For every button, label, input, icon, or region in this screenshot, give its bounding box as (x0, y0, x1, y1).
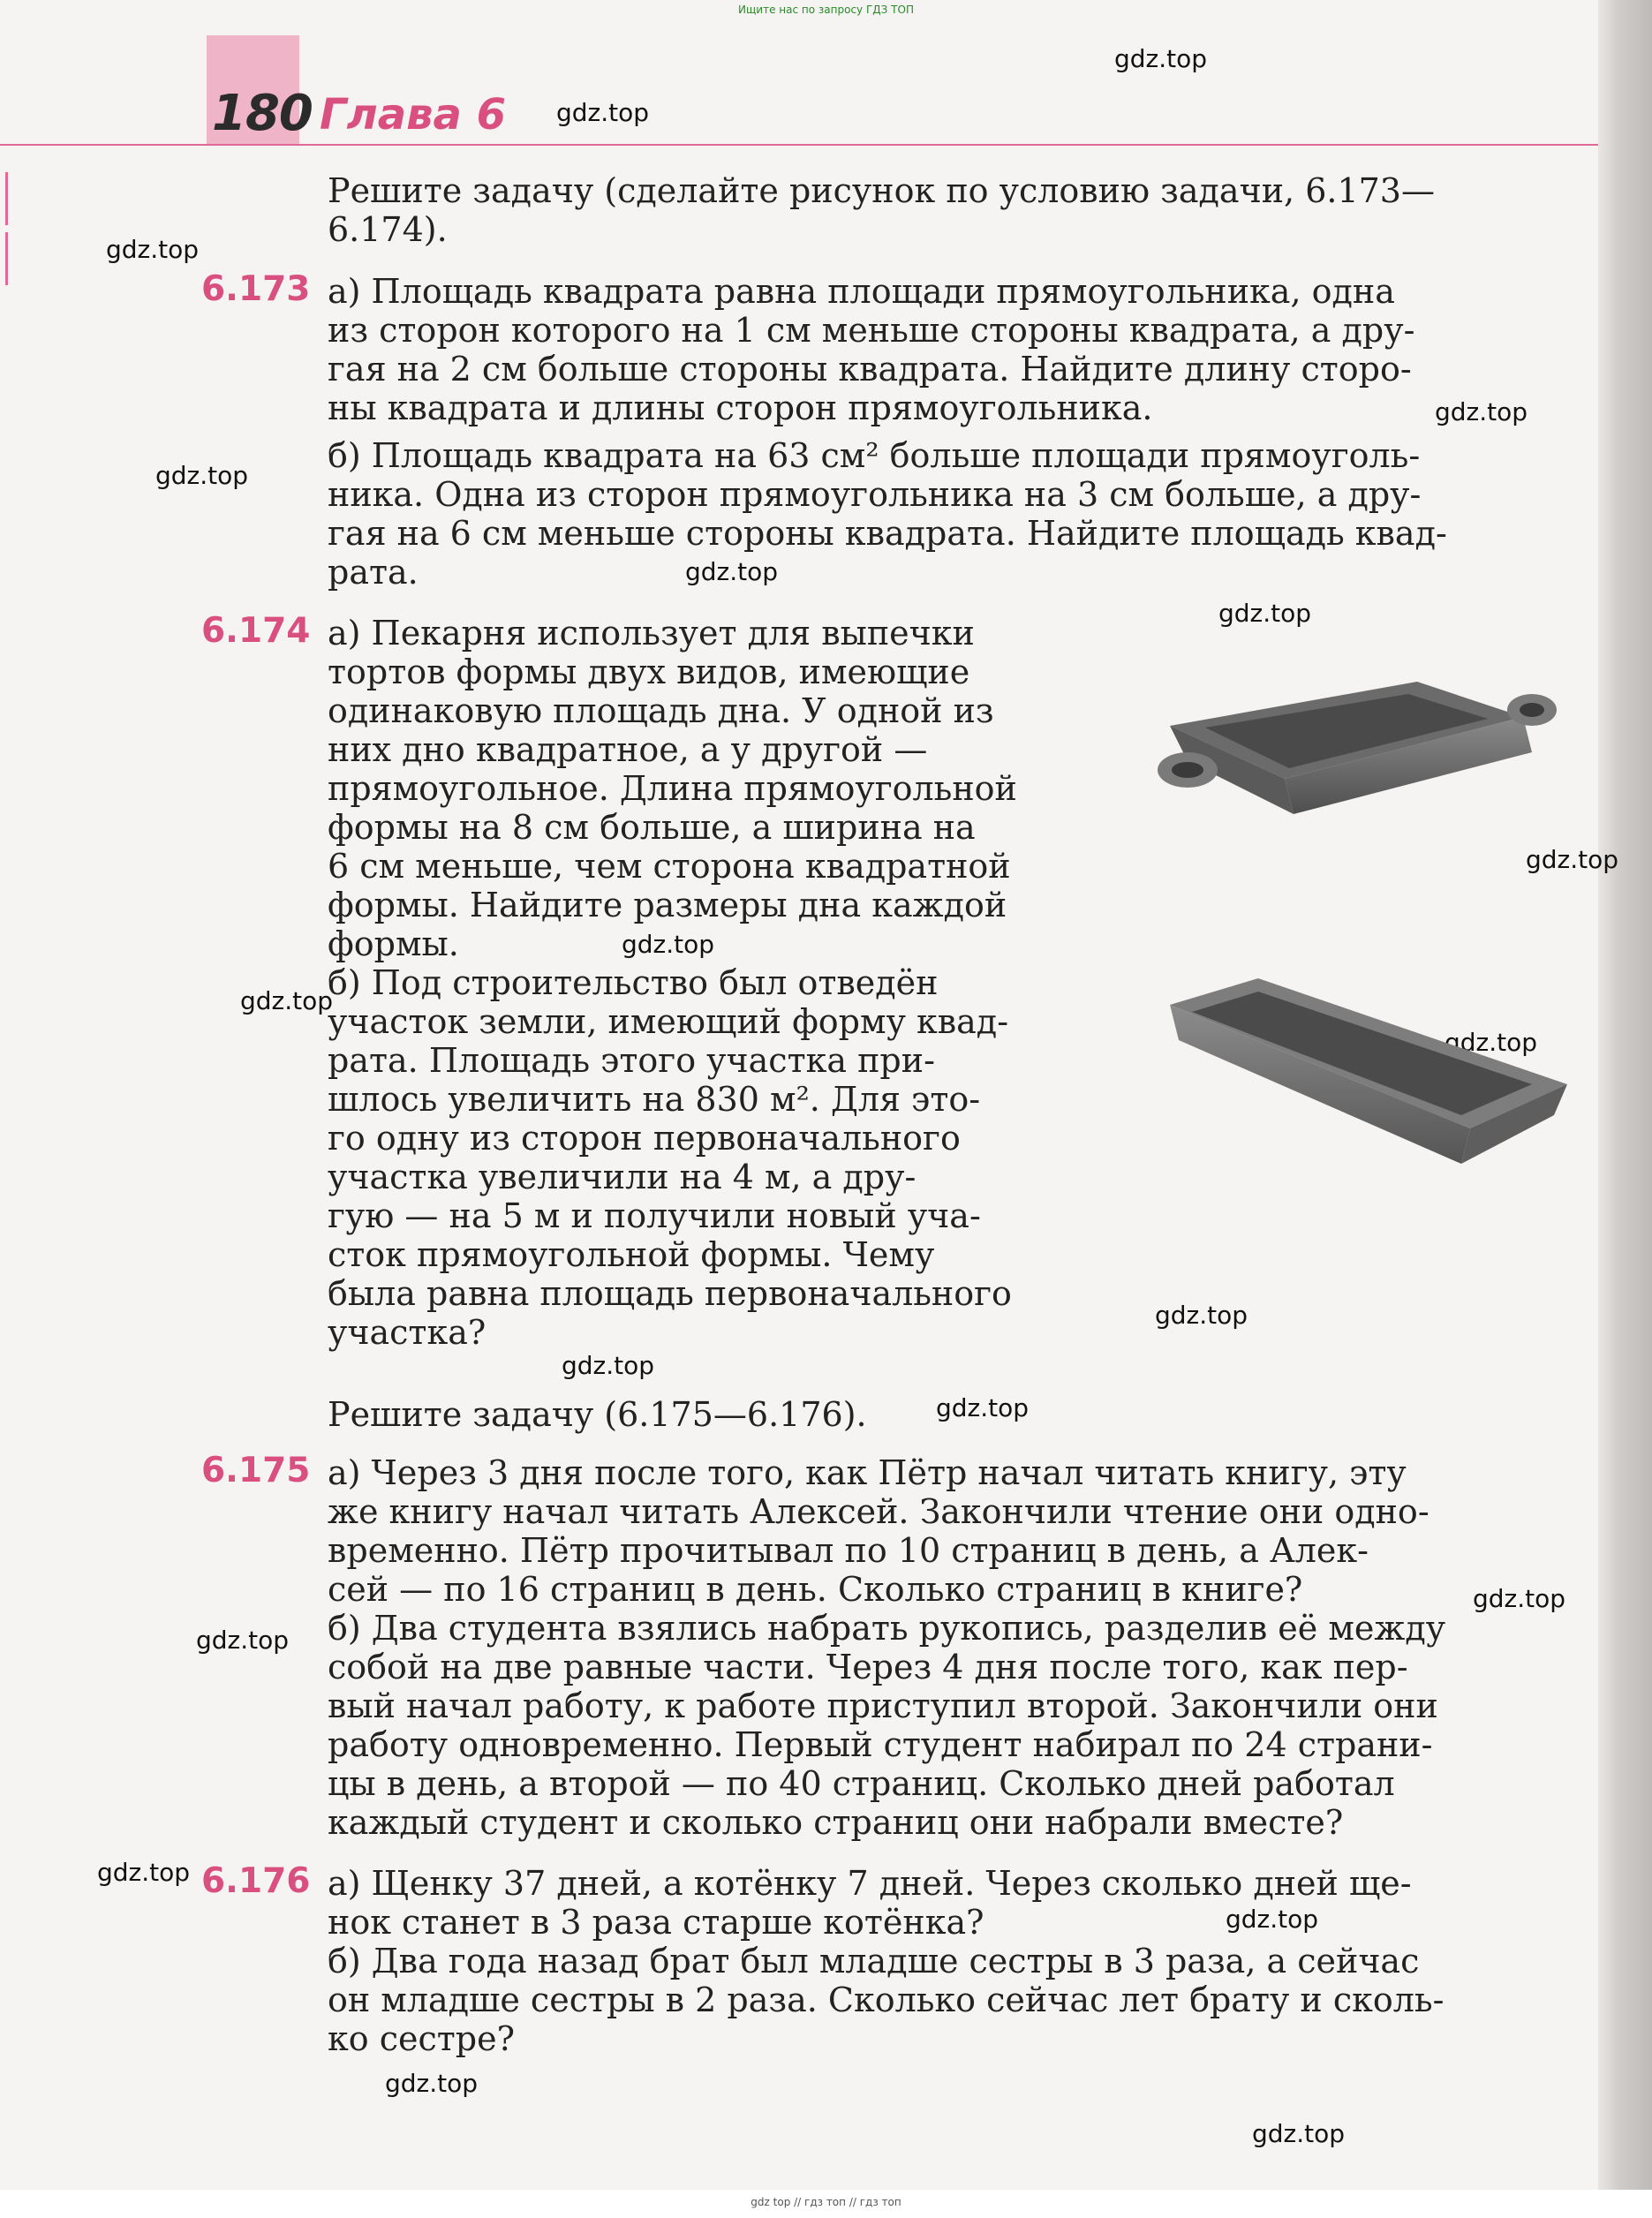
problem-line: ника. Одна из сторон прямоугольника на 3 см больше, а дру- (328, 475, 1422, 514)
rectangular-baking-pan-illustration (1152, 969, 1576, 1173)
problem-line: формы. Найдите размеры дна каждой (328, 886, 1007, 924)
watermark: gdz.top (1155, 1301, 1248, 1330)
problem-number: 6.173 (201, 269, 311, 309)
watermark: gdz.top (1252, 2119, 1346, 2148)
square-baking-pan-illustration (1152, 664, 1558, 823)
problem-number: 6.176 (201, 1861, 311, 1901)
watermark: gdz.top (106, 235, 200, 264)
watermark: gdz.top (685, 557, 779, 586)
header-rule (0, 144, 1598, 146)
problem-line: вый начал работу, к работе приступил второй. Закончили они (328, 1686, 1438, 1725)
problem-line: б) Два года назад брат был младше сестры в 3 раза, а сейчас (328, 1942, 1420, 1980)
problem-line: он младше сестры в 2 раза. Сколько сейчас лет брату и сколь- (328, 1980, 1445, 2019)
problem-line: гая на 6 см меньше стороны квадрата. Найдите площадь квад- (328, 514, 1447, 553)
problem-line: одинаковую площадь дна. У одной из (328, 691, 994, 730)
top-note: Ищите нас по запросу ГДЗ ТОП (738, 4, 914, 16)
margin-ticks (5, 172, 8, 292)
problem-line: же книгу начал читать Алексей. Закончили чтение они одно- (328, 1492, 1429, 1531)
watermark: gdz.top (1226, 1905, 1319, 1934)
problem-line: а) Пекарня использует для выпечки (328, 614, 975, 653)
problem-line: 6 см меньше, чем сторона квадратной (328, 847, 1011, 886)
problem-line: прямоугольное. Длина прямоугольной (328, 769, 1017, 808)
problem-line: была равна площадь первоначального (328, 1274, 1012, 1313)
problem-line: участок земли, имеющий форму квад- (328, 1002, 1009, 1041)
instruction-line: 6.174). (328, 210, 448, 249)
watermark: gdz.top (1473, 1584, 1566, 1613)
watermark: gdz.top (385, 2069, 479, 2098)
watermark: gdz.top (196, 1626, 290, 1655)
instruction-line: Решите задачу (сделайте рисунок по условию задачи, 6.173— (328, 171, 1435, 210)
problem-line: ны квадрата и длины сторон прямоугольника. (328, 389, 1153, 427)
page-edge-shadow (1598, 0, 1652, 2190)
problem-line: каждый студент и сколько страниц они набрали вместе? (328, 1803, 1344, 1842)
problem-line: б) Два студента взялись набрать рукопись, разделив её между (328, 1609, 1446, 1648)
watermark: gdz.top (1526, 845, 1619, 874)
problem-line: временно. Пётр прочитывал по 10 страниц в день, а Алек- (328, 1531, 1369, 1570)
problem-line: из сторон которого на 1 см меньше стороны квадрата, а дру- (328, 311, 1415, 350)
problem-line: формы. (328, 924, 459, 963)
problem-line: го одну из сторон первоначального (328, 1119, 961, 1158)
watermark: gdz.top (1114, 44, 1208, 73)
problem-line: собой на две равные части. Через 4 дня после того, как пер- (328, 1648, 1408, 1686)
watermark: gdz.top (155, 461, 249, 490)
watermark: gdz.top (240, 986, 334, 1015)
problem-line: гая на 2 см больше стороны квадрата. Найдите длину сторо- (328, 350, 1412, 389)
problem-line: шлось увеличить на 830 м². Для это- (328, 1080, 981, 1119)
watermark: gdz.top (556, 98, 650, 127)
problem-line: формы на 8 см больше, а ширина на (328, 808, 976, 847)
problem-line: б) Под строительство был отведён (328, 963, 939, 1002)
problem-line: а) Щенку 37 дней, а котёнку 7 дней. Через сколько дней ще- (328, 1864, 1412, 1903)
chapter-title: Глава 6 (320, 90, 507, 140)
problem-line: гую — на 5 м и получили новый уча- (328, 1196, 981, 1235)
problem-line: ко сестре? (328, 2019, 515, 2058)
watermark: gdz.top (1435, 397, 1528, 426)
bottom-note: gdz top // гдз топ // гдз топ (751, 2196, 901, 2208)
problem-line: участка увеличили на 4 м, а дру- (328, 1158, 917, 1196)
problem-line: рата. Площадь этого участка при- (328, 1041, 935, 1080)
problem-line: а) Через 3 дня после того, как Пётр начал читать книгу, эту (328, 1453, 1407, 1492)
problem-line: б) Площадь квадрата на 63 см² больше площади прямоуголь- (328, 436, 1421, 475)
problem-line: работу одновременно. Первый студент набирал по 24 страни- (328, 1725, 1433, 1764)
problem-line: рата. (328, 553, 419, 592)
problem-line: тортов формы двух видов, имеющие (328, 653, 970, 691)
problem-line: а) Площадь квадрата равна площади прямоугольника, одна (328, 272, 1395, 311)
problem-line: нок станет в 3 раза старше котёнка? (328, 1903, 984, 1942)
problem-line: участка? (328, 1313, 487, 1352)
problem-number: 6.174 (201, 611, 311, 651)
watermark: gdz.top (562, 1351, 655, 1380)
watermark: gdz.top (1218, 599, 1312, 628)
page-number: 180 (212, 85, 313, 142)
problem-line: них дно квадратное, а у другой — (328, 730, 928, 769)
problem-line: сток прямоугольной формы. Чему (328, 1235, 935, 1274)
problem-number: 6.175 (201, 1451, 311, 1490)
watermark: gdz.top (1445, 1028, 1538, 1057)
instruction-line: Решите задачу (6.175—6.176). (328, 1395, 867, 1434)
problem-line: сей — по 16 страниц в день. Сколько страниц в книге? (328, 1570, 1303, 1609)
watermark: gdz.top (97, 1858, 191, 1887)
problem-line: цы в день, а второй — по 40 страниц. Сколько дней работал (328, 1764, 1395, 1803)
watermark: gdz.top (622, 930, 715, 959)
watermark: gdz.top (936, 1393, 1030, 1422)
